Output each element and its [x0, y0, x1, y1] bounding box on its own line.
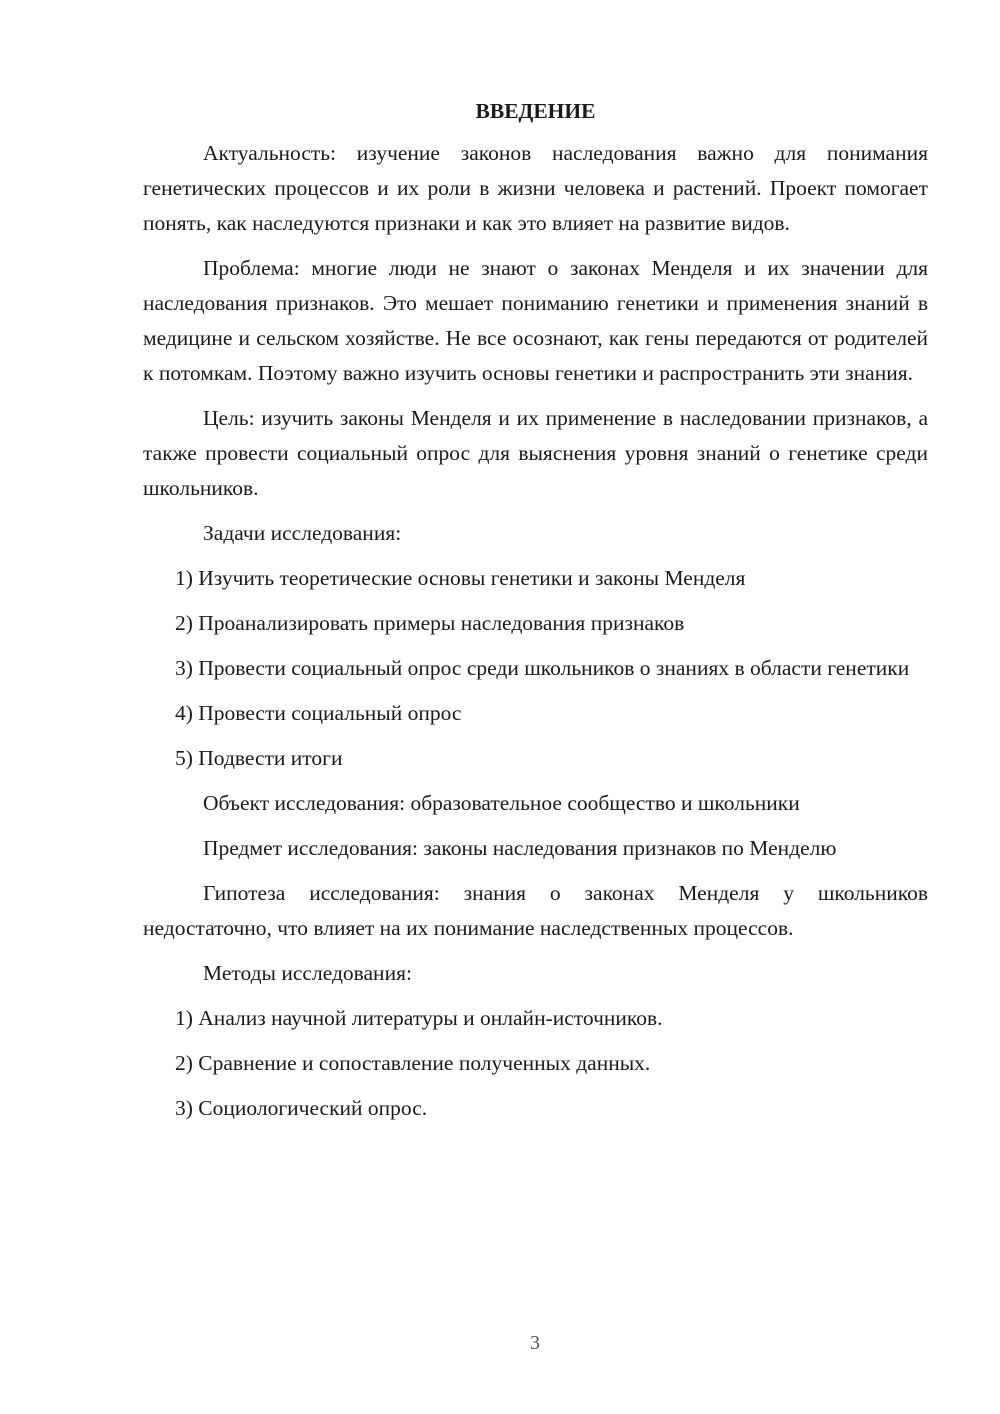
methods-heading: Методы исследования: — [203, 961, 412, 985]
relevance-paragraph: Актуальность: изучение законов наследования важно для понимания генетических процессов и их роли в жизни человека и растений. Проект помогает понять, как наследуются признаки и как это влияет на развитие видов. — [143, 141, 928, 235]
task-item: 1) Изучить теоретические основы генетики и законы Менделя — [175, 566, 746, 590]
task-item: 3) Провести социальный опрос среди школьников о знаниях в области генетики — [175, 656, 910, 680]
hypothesis-paragraph: Гипотеза исследования: знания о законах Менделя у школьников недостаточно, что влияет на их понимание наследственных процессов. — [143, 881, 928, 940]
goal-paragraph: Цель: изучить законы Менделя и их применение в наследовании признаков, а также провести социальный опрос для выяснения уровня знаний о генетике среди школьников. — [143, 406, 928, 500]
task-item: 5) Подвести итоги — [175, 746, 343, 770]
page-number: 3 — [530, 1332, 540, 1354]
subject-paragraph: Предмет исследования: законы наследования признаков по Менделю — [203, 836, 837, 860]
page-title: ВВЕДЕНИЕ — [475, 99, 596, 123]
method-item: 3) Социологический опрос. — [175, 1096, 428, 1120]
object-paragraph: Объект исследования: образовательное сообщество и школьники — [203, 791, 800, 815]
method-item: 2) Сравнение и сопоставление полученных данных. — [175, 1051, 651, 1075]
task-item: 4) Провести социальный опрос — [175, 701, 462, 725]
tasks-heading: Задачи исследования: — [203, 521, 402, 545]
task-item: 2) Проанализировать примеры наследования признаков — [175, 611, 685, 635]
method-item: 1) Анализ научной литературы и онлайн-источников. — [175, 1006, 663, 1030]
problem-paragraph: Проблема: многие люди не знают о законах Менделя и их значении для наследования признаков. Это мешает пониманию генетики и применения знаний в медицине и сельском хозяйстве. Не все осознают, как гены передаются от родителей к потомкам. Поэтому важно изучить основы генетики и распространить эти знания. — [143, 256, 928, 385]
document-page — [143, 96, 928, 1136]
